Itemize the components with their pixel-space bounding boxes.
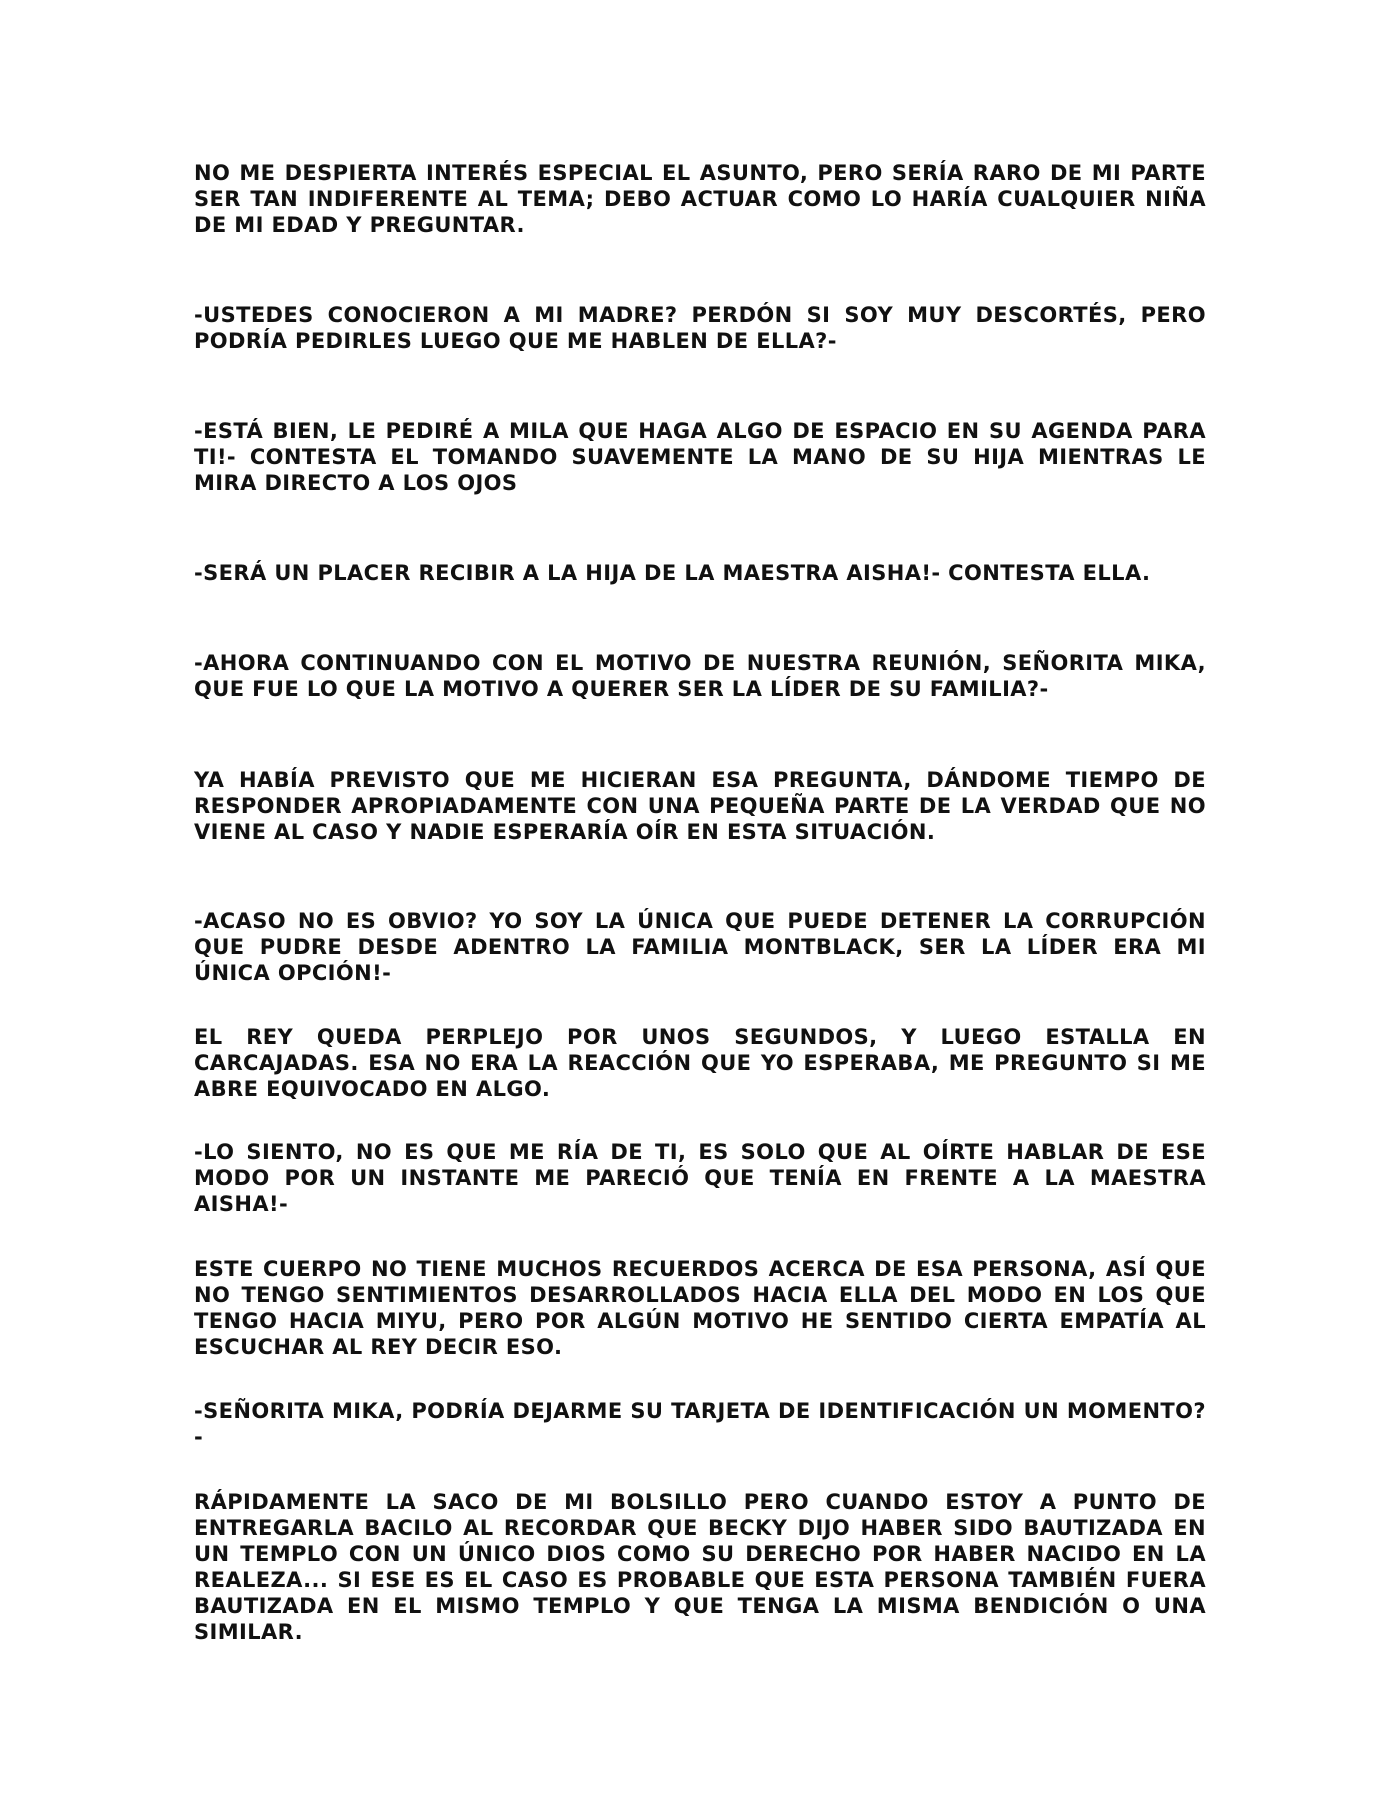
paragraph-1: NO ME DESPIERTA INTERÉS ESPECIAL EL ASUNTO, PERO SERÍA RARO DE MI PARTE SER TAN INDIFERENTE AL TEMA; DEBO ACTUAR COMO LO HARÍA CUALQUIER NIÑA DE MI EDAD Y PREGUNTAR. [194,161,1206,237]
paragraph-5: -AHORA CONTINUANDO CON EL MOTIVO DE NUESTRA REUNIÓN, SEÑORITA MIKA, QUE FUE LO QUE LA MOTIVO A QUERER SER LA LÍDER DE SU FAMILIA?- [194,651,1206,701]
paragraph-11: -SEÑORITA MIKA, PODRÍA DEJARME SU TARJETA DE IDENTIFICACIÓN UN MOMENTO?- [194,1399,1206,1449]
paragraph-9: -LO SIENTO, NO ES QUE ME RÍA DE TI, ES SOLO QUE AL OÍRTE HABLAR DE ESE MODO POR UN INSTANTE ME PARECIÓ QUE TENÍA EN FRENTE A LA MAESTRA AISHA!- [194,1140,1206,1216]
paragraph-8: EL REY QUEDA PERPLEJO POR UNOS SEGUNDOS, Y LUEGO ESTALLA EN CARCAJADAS. ESA NO ERA LA REACCIÓN QUE YO ESPERABA, ME PREGUNTO SI ME ABRE EQUIVOCADO EN ALGO. [194,1025,1206,1101]
paragraph-4: -SERÁ UN PLACER RECIBIR A LA HIJA DE LA MAESTRA AISHA!- CONTESTA ELLA. [194,561,1151,585]
paragraph-3: -ESTÁ BIEN, LE PEDIRÉ A MILA QUE HAGA ALGO DE ESPACIO EN SU AGENDA PARA TI!- CONTESTA EL TOMANDO SUAVEMENTE LA MANO DE SU HIJA MIENTRAS LE MIRA DIRECTO A LOS OJOS [194,419,1206,495]
paragraph-2: -USTEDES CONOCIERON A MI MADRE? PERDÓN SI SOY MUY DESCORTÉS, PERO PODRÍA PEDIRLES LUEGO QUE ME HABLEN DE ELLA?- [194,303,1206,353]
paragraph-12: RÁPIDAMENTE LA SACO DE MI BOLSILLO PERO CUANDO ESTOY A PUNTO DE ENTREGARLA BACILO AL RECORDAR QUE BECKY DIJO HABER SIDO BAUTIZADA EN UN TEMPLO CON UN ÚNICO DIOS COMO SU DERECHO POR HABER NACIDO EN LA REALEZA... SI ESE ES EL CASO ES PROBABLE QUE ESTA PERSONA TAMBIÉN FUERA BAUTIZADA EN EL MISMO TEMPLO Y QUE TENGA LA MISMA BENDICIÓN O UNA SIMILAR. [194,1490,1206,1644]
paragraph-6: YA HABÍA PREVISTO QUE ME HICIERAN ESA PREGUNTA, DÁNDOME TIEMPO DE RESPONDER APROPIADAMENTE CON UNA PEQUEÑA PARTE DE LA VERDAD QUE NO VIENE AL CASO Y NADIE ESPERARÍA OÍR EN ESTA SITUACIÓN. [194,768,1206,844]
paragraph-10: ESTE CUERPO NO TIENE MUCHOS RECUERDOS ACERCA DE ESA PERSONA, ASÍ QUE NO TENGO SENTIMIENTOS DESARROLLADOS HACIA ELLA DEL MODO EN LOS QUE TENGO HACIA MIYU, PERO POR ALGÚN MOTIVO HE SENTIDO CIERTA EMPATÍA AL ESCUCHAR AL REY DECIR ESO. [194,1257,1206,1359]
paragraph-7: -ACASO NO ES OBVIO? YO SOY LA ÚNICA QUE PUEDE DETENER LA CORRUPCIÓN QUE PUDRE DESDE ADENTRO LA FAMILIA MONTBLACK, SER LA LÍDER ERA MI ÚNICA OPCIÓN!- [194,909,1206,985]
